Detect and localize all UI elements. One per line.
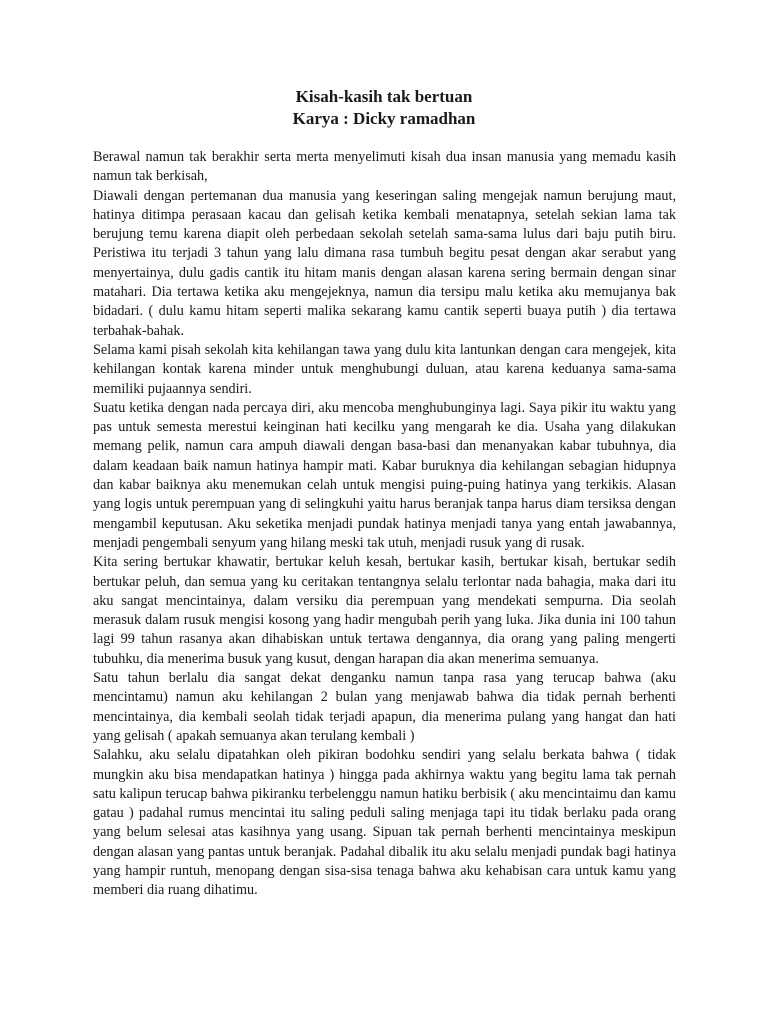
paragraph-3: Selama kami pisah sekolah kita kehilangan tawa yang dulu kita lantunkan dengan cara mengejek, kita kehilangan kontak karena minder untuk menghubungi duluan, atau karena keduanya sama-sama memiliki pujaannya sendiri. bbox=[93, 341, 676, 397]
author-line: Karya : Dicky ramadhan bbox=[292, 109, 476, 128]
paragraph-5: Kita sering bertukar khawatir, bertukar keluh kesah, bertukar kasih, bertukar kisah, bertukar sedih bertukar peluh, dan semua yang ku ceritakan tentangnya selalu terlontar nada bahagia, maka dari itu aku sangat mencintainya, dalam versiku dia perempuan yang mendekati sempurna. Dia seolah merasuk dalam rusuk mengisi kosong yang hadir mengubah perih yang luka. Jika dunia ini 100 tahun lagi 99 tahun rasanya akan dihabiskan untuk tertawa dengannya, dia orang yang paling mengerti tubuhku, dia menerima busuk yang kusut, dengan harapan dia akan menerima semuanya. bbox=[93, 554, 676, 667]
paragraph-1: Berawal namun tak berakhir serta merta menyelimuti kisah dua insan manusia yang memadu kasih namun tak berkisah, bbox=[93, 149, 676, 185]
document-title: Kisah-kasih tak bertuan bbox=[295, 87, 473, 106]
paragraph-4: Suatu ketika dengan nada percaya diri, aku mencoba menghubunginya lagi. Saya pikir itu waktu yang pas untuk semesta merestui keinginan hati kecilku yang mengarah ke dia. Usaha yang dilakukan memang pelik, namun cara ampuh diawali dengan basa-basi dan menanyakan kabar tubuhnya, dia dalam keadaan baik namun hatinya hampir mati. Kabar buruknya dia kehilangan sebagian hidupnya dan kabar baiknya aku menemukan celah untuk mengisi puing-puing hatinya yang terkikis. Alasan yang logis untuk perempuan yang di selingkuhi yaitu harus beranjak tanpa harus diam tersiksa dengan mengambil keputusan. Aku seketika menjadi pundak hatinya menjadi tanya yang entah jawabannya, menjadi pengembali senyum yang hilang meski tak utuh, menjadi rusuk yang di rusak. bbox=[93, 399, 676, 551]
document-body bbox=[93, 148, 676, 901]
paragraph-6: Satu tahun berlalu dia sangat dekat denganku namun tanpa rasa yang terucap bahwa (aku mencintamu) namun aku kehilangan 2 bulan yang menjawab bahwa dia tidak pernah berhenti mencintainya, dia kembali seolah tidak terjadi apapun, dia menerima pulang yang hangat dan hati yang gelisah ( apakah semuanya akan terulang kembali ) bbox=[93, 670, 676, 744]
paragraph-7: Salahku, aku selalu dipatahkan oleh pikiran bodohku sendiri yang selalu berkata bahwa ( tidak mungkin aku bisa mendapatkan hatinya ) hingga pada akhirnya waktu yang begitu lama tak pernah satu kalipun terucap bahwa pikiranku terbelenggu namun hatiku berbisik ( aku mencintaimu dan kamu gatau ) padahal rumus mencintai itu saling peduli saling menjaga tapi itu tidak berlaku pada orang yang belum selesai atas kasihnya yang usang. Sipuan tak pernah berhenti mencintainya meskipun dengan alasan yang pantas untuk beranjak. Padahal dibalik itu aku selalu menjadi pundak bagi hatinya yang hampir runtuh, menopang dengan sisa-sisa tenaga bahwa aku kehabisan cara untuk kamu yang memberi dia ruang dihatimu. bbox=[93, 747, 676, 899]
paragraph-2: Diawali dengan pertemanan dua manusia yang keseringan saling mengejak namun berujung maut, hatinya ditimpa perasaan kacau dan gelisah ketika kembali menatapnya, setelah sekian lama tak berujung temu karena diapit oleh perbedaan sekolah setelah sama-sama lulus dari baju putih biru. Peristiwa itu terjadi 3 tahun yang lalu dimana rasa tumbuh begitu pesat dengan akar serabut yang menyertainya, dulu gadis cantik itu hitam manis dengan alasan karena sering bermain dengan sinar matahari. Dia tertawa ketika aku mengejeknya, namun dia tersipu malu ketika aku memujanya bak bidadari. ( dulu kamu hitam seperti malika sekarang kamu cantik seperti buaya putih ) dia tertawa terbahak-bahak. bbox=[93, 187, 676, 339]
document-header bbox=[0, 86, 768, 130]
